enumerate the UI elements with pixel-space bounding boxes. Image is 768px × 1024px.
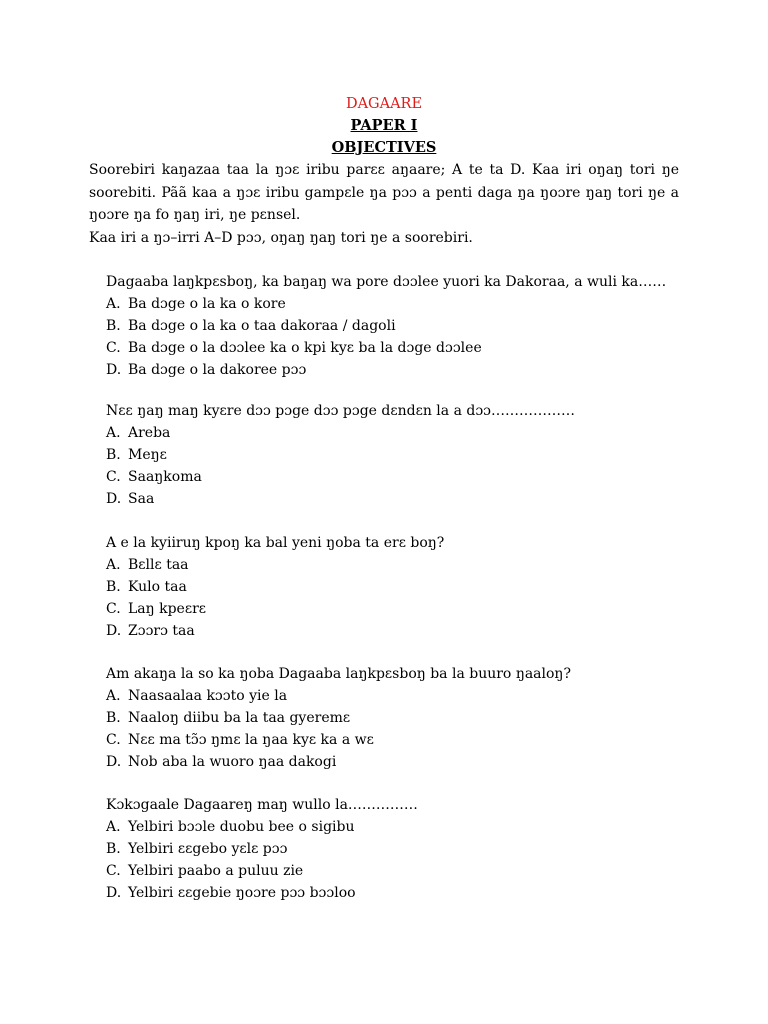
option-letter: D. xyxy=(106,491,122,507)
option-text: Areba xyxy=(128,425,171,441)
option-b xyxy=(106,444,686,466)
question-1 xyxy=(106,271,686,381)
option-b xyxy=(106,838,686,860)
option-letter: B. xyxy=(106,710,121,726)
question-stem: Am akaŋa la so ka ŋoba Dagaaba laŋkpɛsboŋ ba la buuro ŋaaloŋ? xyxy=(106,666,571,682)
instructions-paragraph-2: Kaa iri a ŋɔ–irri A–D pɔɔ, oŋaŋ ŋaŋ tori ŋe a soorebiri. xyxy=(89,229,473,246)
option-a xyxy=(106,554,686,576)
question-5 xyxy=(106,794,686,904)
option-text: Meŋɛ xyxy=(128,447,167,463)
question-stem: Kɔkɔgaale Dagaareŋ maŋ wullo la…………… xyxy=(106,797,418,813)
option-text: Ba dɔge o la ka o kore xyxy=(128,296,286,312)
question-2 xyxy=(106,400,686,510)
option-letter: B. xyxy=(106,318,121,334)
option-d xyxy=(106,620,686,642)
option-letter: B. xyxy=(106,841,121,857)
option-letter: D. xyxy=(106,754,122,770)
option-text: Nɛɛ ma tɔ̃ɔ ŋmɛ la ŋaa kyɛ ka a wɛ xyxy=(128,732,374,748)
option-letter: D. xyxy=(106,362,122,378)
option-text: Ba dɔge o la dɔɔlee ka o kpi kyɛ ba la dɔge dɔɔlee xyxy=(128,340,482,356)
question-stem: Dagaaba laŋkpɛsboŋ, ka baŋaŋ wa pore dɔɔlee yuori ka Dakoraa, a wuli ka…… xyxy=(106,274,667,290)
option-a xyxy=(106,816,686,838)
option-b xyxy=(106,576,686,598)
option-d xyxy=(106,359,686,381)
question-4 xyxy=(106,663,686,773)
option-letter: A. xyxy=(106,688,121,704)
option-d xyxy=(106,488,686,510)
instructions xyxy=(89,159,679,249)
instructions-paragraph-1: Soorebiri kaŋazaa taa la ŋɔɛ iribu parɛɛ aŋaare; A te ta D. Kaa iri oŋaŋ tori ŋe soorebiti. Pãã kaa a ŋɔɛ iribu gampɛle ŋa pɔɔ a penti daga ŋa ŋoɔre ŋaŋ tori ŋe a ŋoɔre ŋa fo ŋaŋ iri, ŋe pɛnsel. xyxy=(89,162,679,223)
option-text: Yelbiri bɔɔle duobu bee o sigibu xyxy=(128,819,355,835)
option-c xyxy=(106,337,686,359)
option-text: Laŋ kpeɛrɛ xyxy=(128,601,207,617)
option-letter: B. xyxy=(106,447,121,463)
option-text: Zɔɔrɔ taa xyxy=(128,623,195,639)
option-c xyxy=(106,598,686,620)
option-letter: A. xyxy=(106,425,121,441)
subject-title: DAGAARE xyxy=(345,96,423,112)
option-b xyxy=(106,315,686,337)
option-d xyxy=(106,751,686,773)
question-stem: A e la kyiiruŋ kpoŋ ka bal yeni ŋoba ta erɛ boŋ? xyxy=(106,535,445,551)
option-letter: C. xyxy=(106,340,121,356)
option-a xyxy=(106,293,686,315)
option-letter: C. xyxy=(106,863,121,879)
option-letter: C. xyxy=(106,732,121,748)
option-letter: A. xyxy=(106,819,121,835)
option-text: Saa xyxy=(128,491,155,507)
question-stem: Nɛɛ ŋaŋ maŋ kyɛre dɔɔ pɔge dɔɔ pɔge dɛndɛn la a dɔɔ……………… xyxy=(106,403,576,419)
option-a xyxy=(106,422,686,444)
option-c xyxy=(106,729,686,751)
option-b xyxy=(106,707,686,729)
option-letter: D. xyxy=(106,885,122,901)
option-c xyxy=(106,466,686,488)
option-letter: D. xyxy=(106,623,122,639)
option-text: Nob aba la wuoro ŋaa dakogi xyxy=(128,754,337,770)
option-text: Ba dɔge o la ka o taa dakoraa / dagoli xyxy=(128,318,396,334)
option-a xyxy=(106,685,686,707)
paper-title: PAPER I xyxy=(350,117,418,134)
option-text: Kulo taa xyxy=(128,579,187,595)
option-text: Yelbiri ɛɛgebo yɛlɛ pɔɔ xyxy=(128,841,288,857)
option-letter: B. xyxy=(106,579,121,595)
option-text: Saaŋkoma xyxy=(128,469,202,485)
question-3 xyxy=(106,532,686,642)
option-letter: A. xyxy=(106,296,121,312)
option-c xyxy=(106,860,686,882)
document-header xyxy=(0,93,768,159)
option-text: Naaloŋ diibu ba la taa gyeremɛ xyxy=(128,710,351,726)
option-text: Yelbiri ɛɛgebie ŋoɔre pɔɔ bɔɔloo xyxy=(128,885,356,901)
option-text: Ba dɔge o la dakoree pɔɔ xyxy=(128,362,307,378)
section-title: OBJECTIVES xyxy=(331,139,437,156)
option-letter: A. xyxy=(106,557,121,573)
option-letter: C. xyxy=(106,469,121,485)
option-d xyxy=(106,882,686,904)
option-text: Naasaalaa kɔɔto yie la xyxy=(128,688,288,704)
option-text: Yelbiri paabo a puluu zie xyxy=(128,863,304,879)
option-text: Bɛllɛ taa xyxy=(128,557,189,573)
option-letter: C. xyxy=(106,601,121,617)
